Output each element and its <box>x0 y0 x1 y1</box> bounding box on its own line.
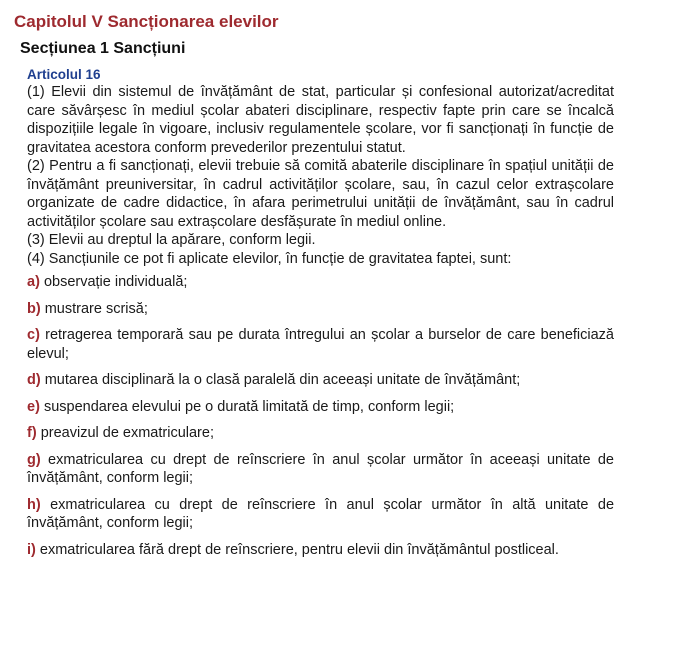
item-letter[interactable]: g) <box>27 451 41 468</box>
list-item <box>27 496 614 533</box>
list-item <box>27 398 614 417</box>
item-letter[interactable]: a) <box>27 274 40 290</box>
item-letter[interactable]: c) <box>27 327 40 343</box>
paragraph-4: (4) Sancțiunile ce pot fi aplicate elevilor, în funcție de gravitatea faptei, sunt: <box>27 250 512 267</box>
item-text: preavizul de exmatriculare; <box>40 425 214 441</box>
item-letter[interactable]: b) <box>27 300 41 317</box>
item-text: exmatricularea cu drept de reînscriere în anul școlar următor în altă unitate de învățământ, conform legii; <box>27 496 615 531</box>
item-letter[interactable]: d) <box>27 372 41 388</box>
list-item <box>27 424 614 443</box>
item-letter[interactable]: e) <box>27 398 40 415</box>
sanctions-list <box>27 273 614 559</box>
item-letter[interactable]: h) <box>27 496 41 513</box>
chapter-title: Capitolul V Sancționarea elevilor <box>14 12 279 31</box>
paragraph-1: (1) Elevii din sistemul de învățământ de stat, particular și confesional autorizat/acreditat care săvârșesc în mediul școlar abateri disciplinare, respectiv fapte prin care se încalcă dispozițiile legale în vigoare, inclusiv regulamentele școlare, vor fi sancționați în funcție de gravitatea acestora conform prevederilor prezentului statut. <box>27 84 614 156</box>
list-item <box>27 541 614 560</box>
article-title[interactable]: Articolul 16 <box>27 67 101 82</box>
item-text: observație individuală; <box>43 274 188 290</box>
list-item <box>27 326 614 363</box>
item-text: mustrare scrisă; <box>44 300 148 317</box>
list-item <box>27 451 614 488</box>
item-text: exmatricularea fără drept de reînscriere, pentru elevii din învățământul postliceal. <box>39 541 559 558</box>
item-text: retragerea temporară sau pe durata întregului an școlar a burselor de care beneficiază elevul; <box>27 327 614 362</box>
item-letter[interactable]: i) <box>27 541 36 558</box>
item-text: suspendarea elevului pe o durată limitată de timp, conform legii; <box>43 398 455 415</box>
paragraph-2: (2) Pentru a fi sancționați, elevii trebuie să comită abaterile disciplinare în spațiul unității de învățământ preuniversitar, în cadrul activităților școlare, sau, în cazul celor extrașcolare organizate de cadre didactice, în afara perimetrului unității de învățământ, sau în cadrul activităților școlare sau extrașcolare desfășurate în mediul online. <box>27 158 614 230</box>
item-text: mutarea disciplinară la o clasă paralelă din aceeași unitate de învățământ; <box>44 372 521 388</box>
article-16 <box>27 66 614 567</box>
section-title: Secțiunea 1 Sancțiuni <box>20 40 186 57</box>
item-text: exmatricularea cu drept de reînscriere în anul școlar următor în aceeași unitate de învățământ, conform legii; <box>27 451 614 486</box>
item-letter[interactable]: f) <box>27 425 37 441</box>
list-item <box>27 371 614 390</box>
list-item <box>27 273 614 292</box>
list-item <box>27 300 614 319</box>
paragraph-3: (3) Elevii au dreptul la apărare, conform legii. <box>27 232 316 248</box>
